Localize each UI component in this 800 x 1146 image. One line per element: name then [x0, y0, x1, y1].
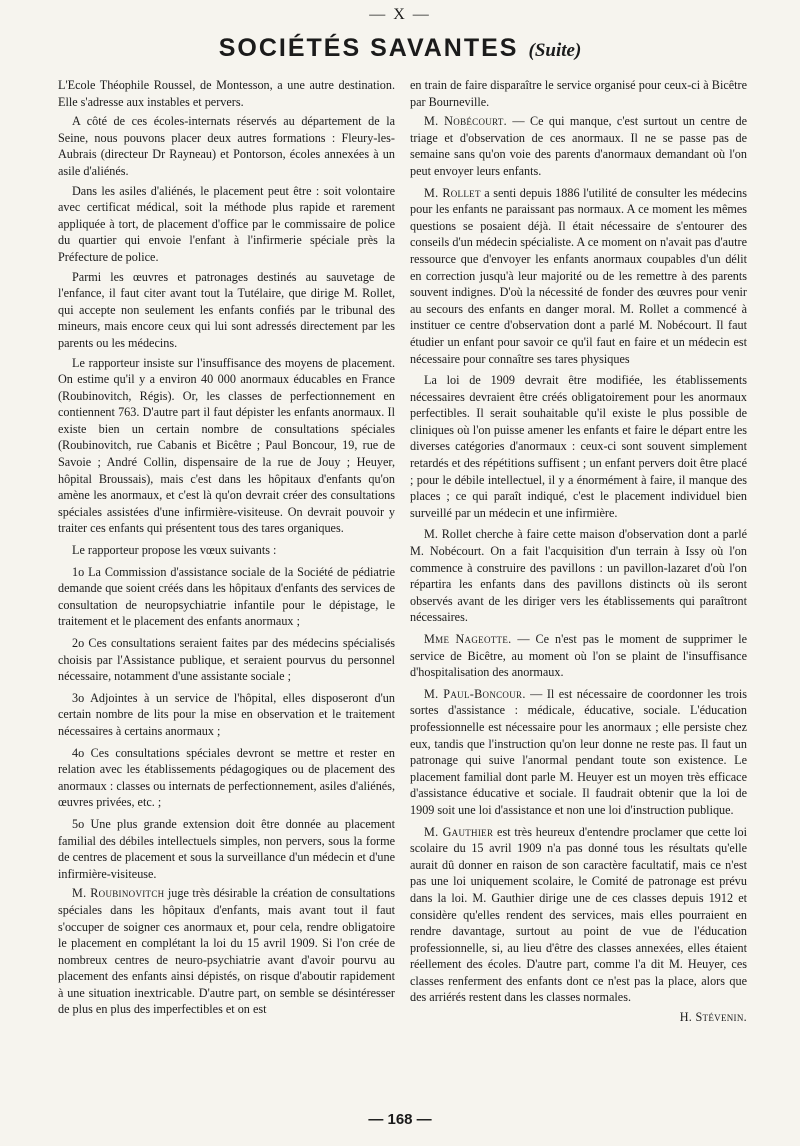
- paragraph: Le rapporteur insiste sur l'insuffisance des moyens de placement. On estime qu'il y a environ 40 000 anormaux éducables en France (Roubinovitch, Régis). Or, les classes de perfectionnement en contiennent 763. D'autre part il faut dépister les enfants anormaux. Il existe bien un certain nombre de consultations spéciales (Roubinovitch, rue Cabanis et Bicêtre ; Paul Boncour, 19, rue de Savoie ; André Collin, dispensaire de la rue de Jouy ; Heuyer, hôpital Broussais), mais c'est dans les hôpitaux d'enfants qu'on amène les anormaux, et c'est là qu'on devrait créer des consultations spéciales assistées d'une infirmière-visiteuse. On devrait pouvoir y traiter ces enfants qui présentent tous des tares organiques.: [58, 355, 395, 536]
- speaker-text: a senti depuis 1886 l'utilité de consulter les médecins pour les enfants ne paraissant pas normaux. A ce moment les mêmes questions se posaient déjà. Il était nécessaire de s'entourer des conseils d'un médecin spécialiste. A ce moment on n'avait pas d'autre ressource que d'envoyer les enfants anormaux coupables d'un délit en correction jusqu'à leur majorité ou de les remettre à des parents souvent indignes. D'où la nécessité de fonder des œuvres pour venir au secours des enfants en danger moral. M. Rollet a commencé à instituer ce centre d'observation dont a parlé M. Nobécourt. Il faut étudier un enfant pour savoir ce qu'il faut en faire et un médecin est nécessaire pour connaître ses tares physiques: [410, 185, 747, 366]
- author-signature: H. Stévenin.: [679, 1010, 747, 1025]
- section-suite: (Suite): [528, 40, 582, 61]
- paragraph: [410, 113, 747, 179]
- paragraph: [410, 631, 747, 681]
- speaker-name: M. Roubinovitch: [72, 886, 165, 901]
- paragraph: L'Ecole Théophile Roussel, de Montesson, a une autre destination. Elle s'adresse aux instables et pervers.: [58, 78, 395, 109]
- wish-item: 4o Ces consultations spéciales devront se mettre et rester en relation avec les établissements pédagogiques ou de placement des anormaux : classes ou internats de perfectionnement, asiles d'aliénés, œuvres privées, etc. ;: [58, 745, 395, 810]
- speaker-text: — Il est nécessaire de coordonner les trois sortes d'assistance : médicale, éducative, sociale. L'éducation professionnelle est nécessaire pour les anormaux ; elle persiste chez eux, tandis que l'instruction qu'on leur donne ne reste pas. Il faut un patronage qui suive l'anormal pendant toute son existence. Le placement familial dont parle M. Heuyer est un moyen très efficace d'assistance éducative et sociale. Il faudrait obtenir que la loi de 1909 soit une loi d'assistance et non une loi d'instruction publique.: [410, 686, 747, 817]
- speaker-name: M. Rollet: [424, 185, 481, 200]
- paragraph: Le rapporteur propose les vœux suivants :: [72, 543, 277, 558]
- speaker-name: M. Paul-Boncour.: [424, 686, 526, 701]
- speaker-text: — Ce n'est pas le moment de supprimer le service de Bicêtre, au moment où l'on se plaint de l'insuffisance d'hospitalisation des anormaux.: [410, 632, 747, 680]
- speaker-text: juge très désirable la création de consultations spéciales dans les hôpitaux d'enfants, mais avant tout il faut s'occuper de soigner ces anormaux et, pour cela, rendre obligatoire le placement en complétant la loi du 15 avril 1909. Si l'on crée de nombreux centres de neuro-psychiatrie avant d'avoir pourvu au placement des enfants ainsi dépistés, on risque d'aboutir rapidement à une situation inextricable. D'autre part, on semble se désintéresser de plus en plus des imperfectibles et on est: [58, 886, 395, 1017]
- speaker-text: est très heureux d'entendre proclamer que cette loi scolaire du 15 avril 1909 n'a pas donné tous les résultats qu'elle aurait dû donner en raison de son caractère facultatif, mais ce n'est pas une loi uniquement scolaire, le Comité de patronage est prévu dans la loi. M. Gauthier dirige une de ces classes depuis 1912 et considère qu'elles rendent des services, mais elles pourraient en rendre davantage, surtout au point de vue de l'éducation professionnelle, si, au lieu d'être des classes annexées, elles étaient réellement des écoles. D'autre part, comme l'a dit M. Heuyer, ces classes renferment des enfants dont ce n'est pas la place, alors que des arriérés restent dans les classes normales.: [410, 824, 747, 1005]
- wish-item: 2o Ces consultations seraient faites par des médecins spécialisés choisis par l'Assistance publique, et seraient pourvus du personnel nécessaire, notamment d'une assistante sociale ;: [58, 636, 395, 684]
- page-roman-numeral: — X —: [369, 6, 431, 23]
- speaker-name: M. Gauthier: [424, 824, 494, 839]
- page-header: [0, 34, 800, 63]
- left-column: [58, 77, 395, 1021]
- paragraph: La loi de 1909 devrait être modifiée, les établissements nécessaires devraient être créés obligatoirement pour les anormaux perfectibles. Il serait souhaitable qu'il existe le plus possible de cliniques où l'on puisse amener les enfants et faire le départ entre les diverses catégories d'anormaux : ceux-ci sont souvent simplement retardés et des répétitions suffisent ; un enfant pervers doit être placé ; pour le débile intellectuel, il y a énormément à faire, il manque des places ; ce qui paraît indiqué, c'est le placement individuel bien surveillé par un médecin et une infirmière.: [410, 373, 747, 520]
- speaker-name: M. Nobécourt.: [424, 114, 507, 129]
- page-number: — 168 —: [368, 1111, 432, 1128]
- paragraph: M. Rollet cherche à faire cette maison d'observation dont a parlé M. Nobécourt. On a fait l'acquisition d'un terrain à Issy où l'on commence à construire des pavillons : un pavillon-lazaret d'où l'on répartira les enfants dans des pavillons distincts où ils seront observés avant de les diriger vers les établissements qui paraîtront nécessaires.: [410, 527, 747, 625]
- paragraph: Dans les asiles d'aliénés, le placement peut être : soit volontaire avec certificat médical, soit la méthode plus rapide et rarement appliquée à tort, de placement d'office par le commissaire de police du quartier qui envoie l'enfant à l'infirmerie spéciale près la Préfecture de police.: [58, 183, 395, 264]
- paragraph: A côté de ces écoles-internats réservés au département de la Seine, nous pouvons placer deux autres formations : Fleury-les-Aubrais (directeur Dr Rayneau) et Pontorson, écoles annexées à un asile d'aliénés.: [58, 114, 395, 178]
- paragraph: en train de faire disparaître le service organisé pour ceux-ci à Bicêtre par Bourneville.: [410, 78, 747, 109]
- right-column: [410, 77, 747, 1029]
- paragraph: [410, 185, 747, 368]
- paragraph: [58, 885, 395, 1018]
- wish-item: 5o Une plus grande extension doit être donnée au placement familial des débiles intellectuels simples, non pervers, sous la forme de centres de placement et sous la surveillance d'un médecin et d'une infirmière-visiteuse.: [58, 816, 395, 881]
- paragraph: Parmi les œuvres et patronages destinés au sauvetage de l'enfance, il faut citer avant tout la Tutélaire, que dirige M. Rollet, qui accepte non seulement les enfants confiés par le tribunal des mineurs, mais encore ceux qui lui sont adressés directement par les parents ou les médecins.: [58, 269, 395, 350]
- paragraph: [410, 824, 747, 1007]
- wish-item: 3o Adjointes à un service de l'hôpital, elles disposeront d'un certain nombre de lits pour la mise en observation et le traitement nécessaires à certains anormaux ;: [58, 690, 395, 738]
- wish-item: 1o La Commission d'assistance sociale de la Société de pédiatrie demande que soient créés dans les hôpitaux d'enfants des services de consultation de neuropsychiatrie infantile pour le dépistage, le traitement et le placement des enfants anormaux ;: [58, 564, 395, 629]
- speaker-name: Mme Nageotte.: [424, 632, 512, 646]
- paragraph: [410, 686, 747, 819]
- speaker-text: — Ce qui manque, c'est surtout un centre de triage et d'observation de ces anormaux. Il ne se passe pas de semaine sans qu'on voie des parents d'anormaux demandant où l'on peut envoyer leurs enfants.: [410, 114, 747, 178]
- section-title: SOCIÉTÉS SAVANTES: [218, 34, 519, 62]
